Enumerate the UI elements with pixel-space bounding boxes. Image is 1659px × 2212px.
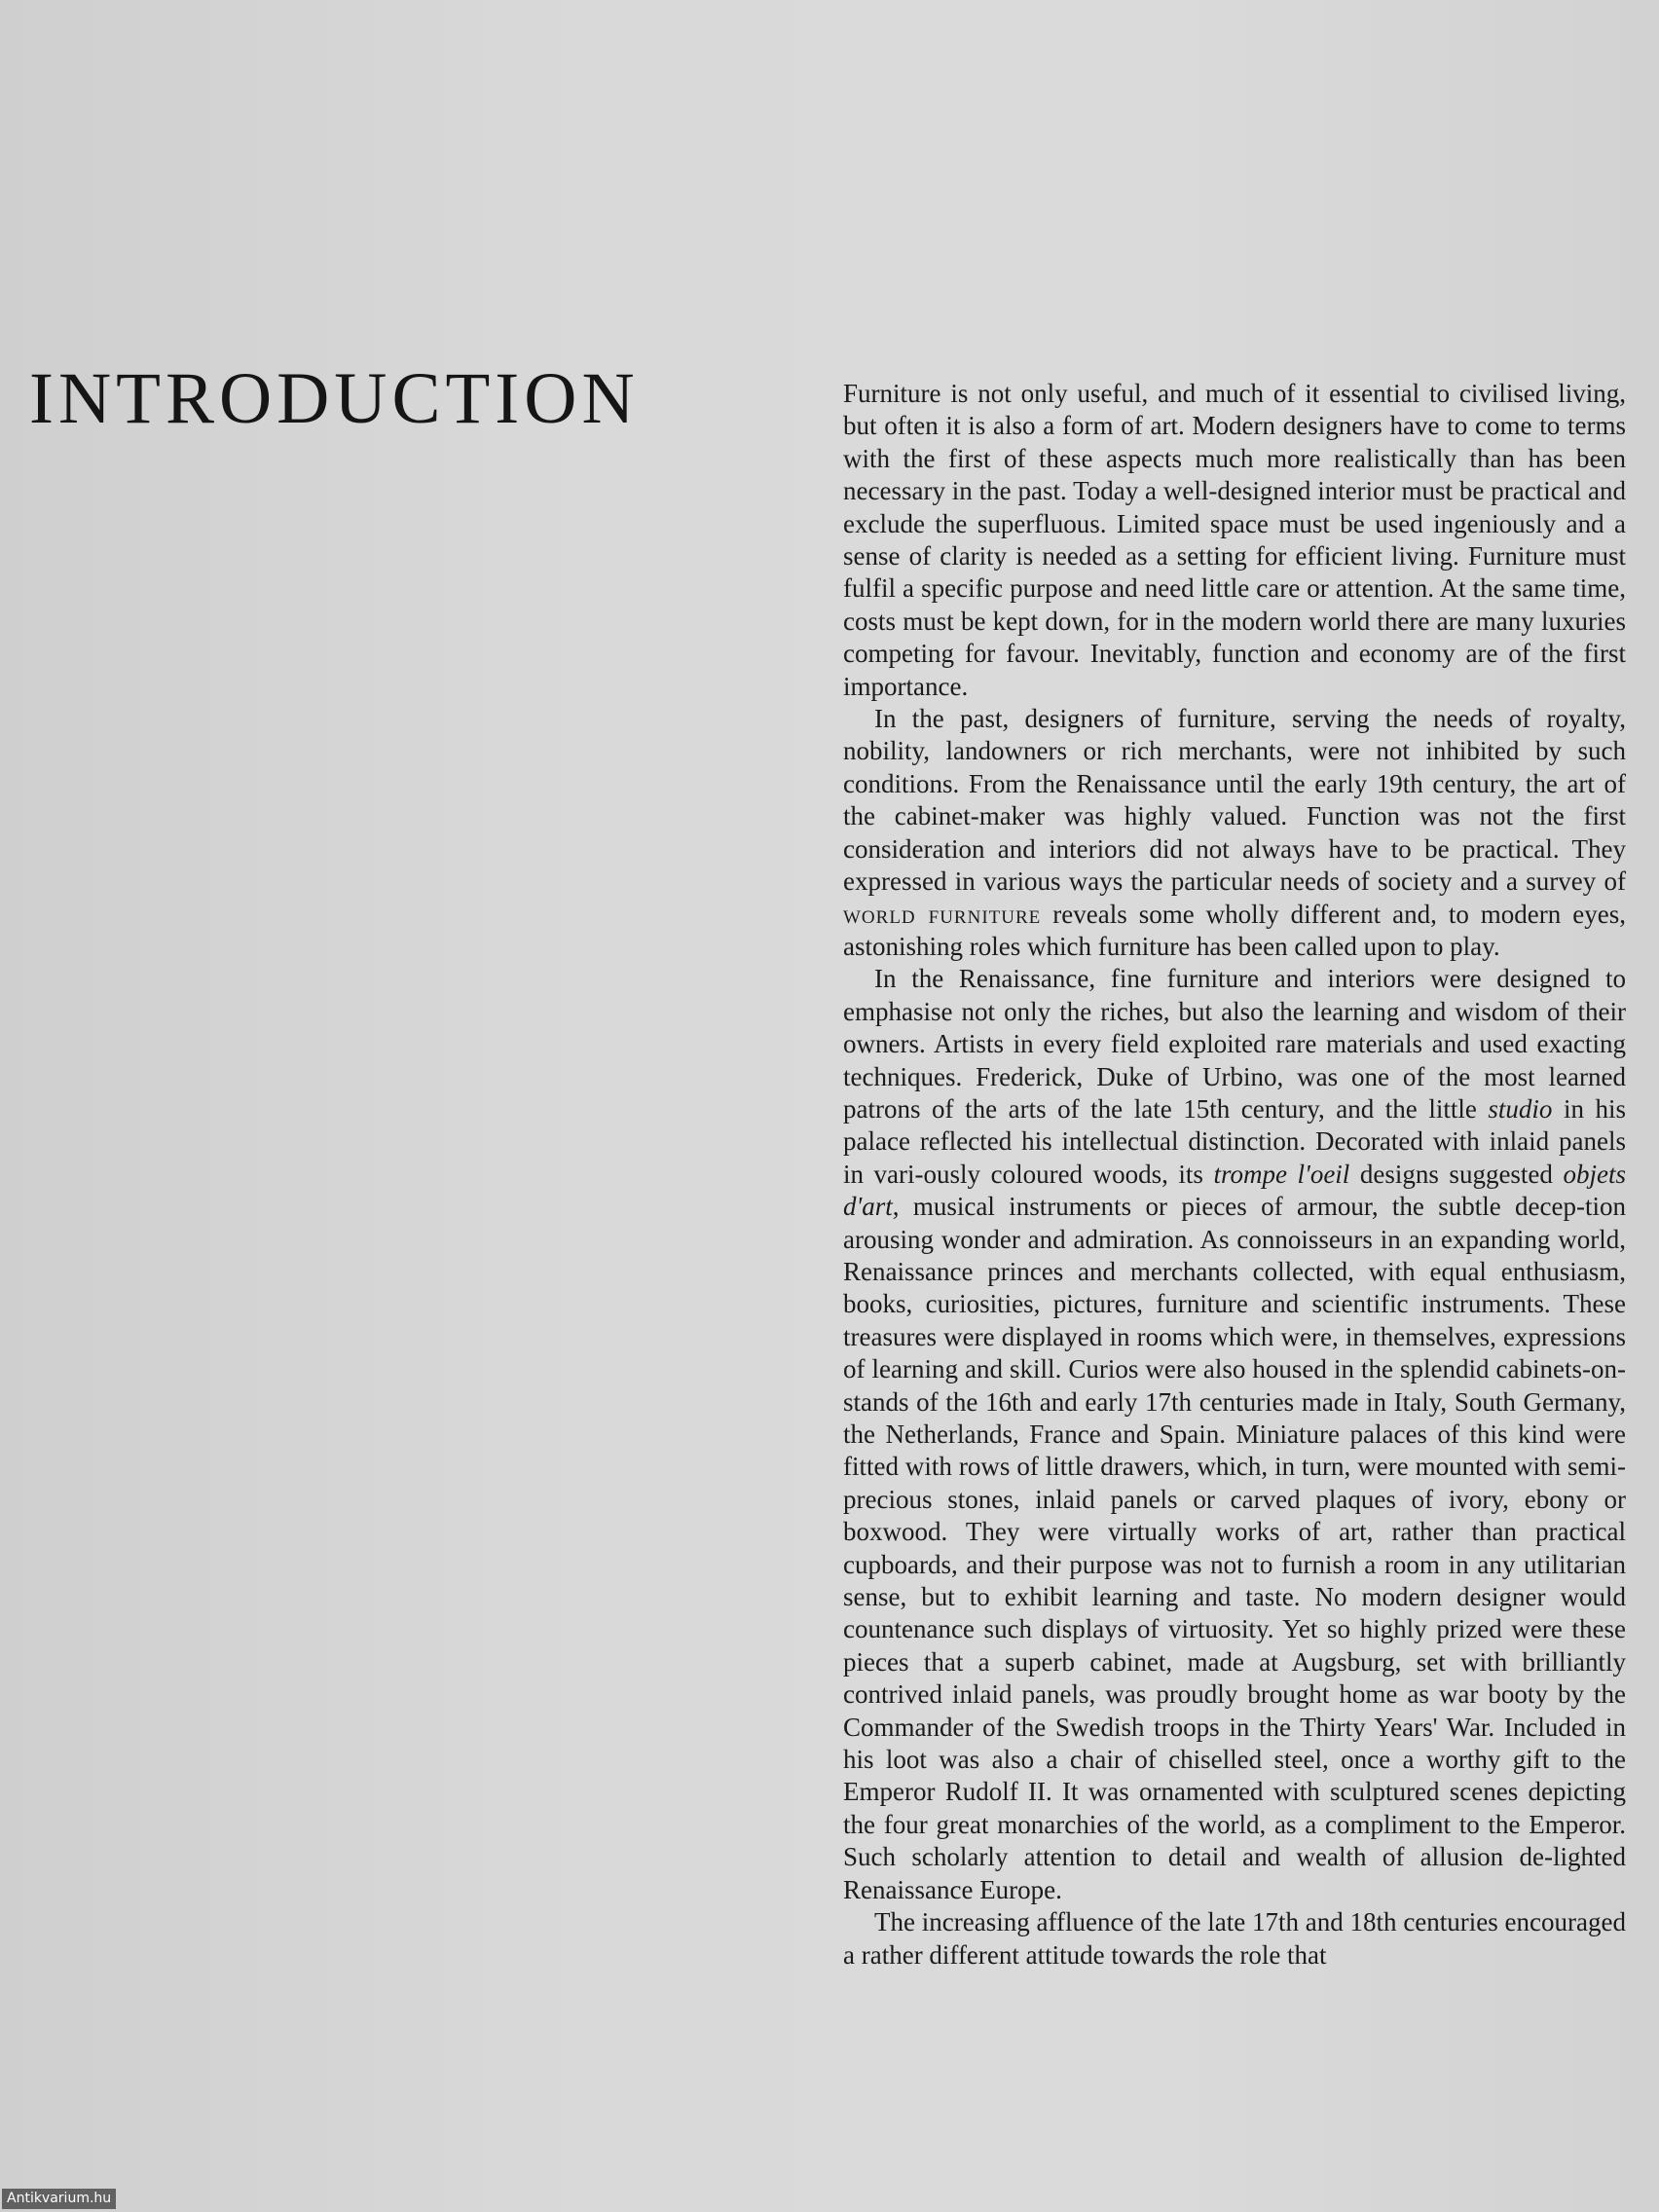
italic-text: trompe l'oeil <box>1213 1159 1350 1189</box>
paragraph <box>843 1906 1626 1972</box>
paragraph <box>843 378 1626 703</box>
italic-text: objets d'art <box>843 1159 1626 1222</box>
small-caps-text: world furniture <box>843 899 1042 929</box>
page-title: INTRODUCTION <box>29 358 640 439</box>
text-run: In the past, designers of furniture, serving the needs of royalty, nobility, landowners or rich merchants, were not inhibited by such conditions. From the Renaissance until the early 19th century, the art of the cabinet-maker was highly valued. Function was not the first consideration and interiors did not always have to be practical. They expressed in various ways the particular needs of society and a survey of <box>843 704 1626 897</box>
text-run: reveals some wholly different and, to modern eyes, astonishing roles which furniture has been called upon to play. <box>843 899 1626 961</box>
text-run: , musical instruments or pieces of armour, the subtle decep-tion arousing wonder and admiration. As connoisseurs in an expanding world, Renaissance princes and merchants collected, with equal enthusiasm, books, curiosities, pictures, furniture and scientific instruments. These treasures were displayed in rooms which were, in themselves, expressions of learning and skill. Curios were also housed in the splendid cabinets-on-stands of the 16th and early 17th centuries made in Italy, South Germany, the Netherlands, France and Spain. Miniature palaces of this kind were fitted with rows of little drawers, which, in turn, were mounted with semi-precious stones, inlaid panels or carved plaques of ivory, ebony or boxwood. They were virtually works of art, rather than practical cupboards, and their purpose was not to furnish a room in any utilitarian sense, but to exhibit learning and taste. No modern designer would countenance such displays of virtuosity. Yet so highly prized were these pieces that a superb cabinet, made at Augsburg, set with brilliantly contrived inlaid panels, was proudly brought home as war booty by the Commander of the Swedish troops in the Thirty Years' War. Included in his loot was also a chair of chiselled steel, once a worthy gift to the Emperor Rudolf II. It was ornamented with sculptured scenes depicting the four great monarchies of the world, as a compliment to the Emperor. Such scholarly attention to detail and wealth of allusion de-lighted Renaissance Europe. <box>843 1192 1626 1904</box>
body-text <box>843 378 1626 1972</box>
italic-text: studio <box>1488 1093 1553 1124</box>
text-run: in his palace reflected his intellectual distinction. Decorated with inlaid panels in vari-ously coloured woods, its <box>843 1093 1626 1189</box>
text-run: In the Renaissance, fine furniture and interiors were designed to emphasise not only the riches, but also the learning and wisdom of their owners. Artists in every field exploited rare materials and used exacting techniques. Frederick, Duke of Urbino, was one of the most learned patrons of the arts of the late 15th century, and the little <box>843 964 1626 1124</box>
paragraph <box>843 963 1626 1906</box>
text-run: The increasing affluence of the late 17th and 18th centuries encouraged a rather different attitude towards the role that <box>843 1907 1626 1970</box>
text-run: Furniture is not only useful, and much of it essential to civilised living, but often it is also a form of art. Modern designers have to come to terms with the first of these aspects much more realistically than has been necessary in the past. Today a well-designed interior must be practical and exclude the superfluous. Limited space must be used ingeniously and a sense of clarity is needed as a setting for efficient living. Furniture must fulfil a specific purpose and need little care or attention. At the same time, costs must be kept down, for in the modern world there are many luxuries competing for favour. Inevitably, function and economy are of the first importance. <box>843 379 1626 701</box>
text-run: designs suggested <box>1349 1159 1564 1189</box>
paragraph <box>843 703 1626 963</box>
watermark: Antikvarium.hu <box>2 2189 116 2209</box>
